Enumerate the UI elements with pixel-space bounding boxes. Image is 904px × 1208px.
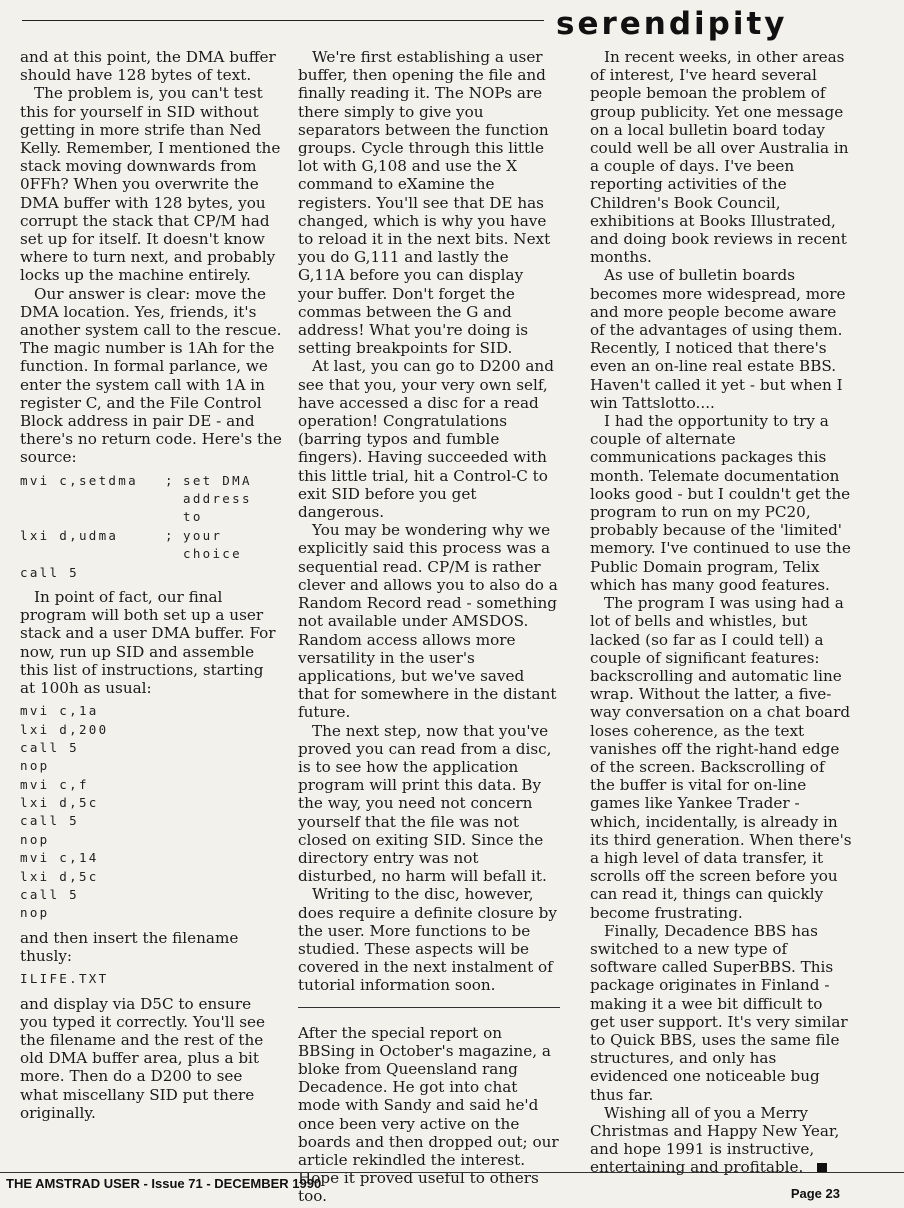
code-line: call 5 [20, 813, 79, 829]
paragraph: You may be wondering why we explicitly said this process was a sequential read. CP/M is rather clever and allows you to also do a Random Record read - something not available under AMSDOS. Random access allows more versatility in the user's applications, but we've saved that for somewhere in the distant future. [298, 521, 558, 722]
closing-text: Wishing all of you a Merry Christmas and Happy New Year, and hope 1991 is instructive, entertaining and profitable. [590, 1103, 840, 1177]
code-line [20, 472, 282, 527]
paragraph: As use of bulletin boards becomes more widespread, more and more people become aware of the advantages of using them. Recently, I noticed that there's even an on-line real estate BBS. Haven't called it yet - but when I win Tattslotto.... [590, 266, 846, 412]
code-line: call 5 [20, 887, 79, 903]
paragraph: Writing to the disc, however, does require a definite closure by the user. More functions to be studied. These aspects will be covered in the next instalment of tutorial information soon. [298, 885, 557, 995]
code-block-instructions [20, 702, 282, 923]
code-op: lxi d,udma [20, 527, 119, 543]
paragraph: Our answer is clear: move the DMA location. Yes, friends, it's another system call to the rescue. The magic number is 1Ah for the function. In formal parlance, we enter the system call with 1A in register C, and the File Control Block address in pair DE - and there's no return code. Here's the source: [20, 284, 282, 467]
paragraph: In recent weeks, in other areas of interest, I've heard several people bemoan the problem of group publicity. Yet one message on a local bulletin board today could well be all over Australia in a couple of days. I've been reporting activities of the Children's Book Council, exhibitions at Books Illustrated, and doing book reviews in recent months. [590, 48, 849, 267]
code-block-filename [20, 970, 282, 988]
code-line: mvi c,14 [20, 850, 99, 866]
code-line: lxi d,200 [20, 721, 109, 737]
paragraph: I had the opportunity to try a couple of alternate communications packages this month. Telemate documentation looks good - but I couldn't get the program to run on my PC20, probably because of the 'limited' memory. I've continued to use the Public Domain program, Telix which has many good features. [590, 412, 851, 594]
column-2 [298, 48, 560, 1206]
code-comment: your choice [183, 527, 242, 562]
paragraph: and at this point, the DMA buffer should have 128 bytes of text. [20, 48, 276, 85]
paragraph: The program I was using had a lot of bells and whistles, but lacked (so far as I could tell) a couple of significant features: backscrolling and automatic line wrap. Without the latter, a five-way conversation on a chat board loses coherence, as the text vanishes off the right-hand edge of the screen. Backscrolling of the buffer is vital for on-line games like Yankee Trader - which, incidentally, is already in its third generation. When there's a high level of data transfer, it scrolls off the screen before you can read it, things can quickly become frustrating. [590, 594, 852, 922]
column-1 [20, 48, 282, 1122]
paragraph: Finally, Decadence BBS has switched to a new type of software called SuperBBS. This package originates in Finland - making it a wee bit difficult to get user support. It's very similar to Quick BBS, uses the same file structures, and only has evidenced one noticeable bug thus far. [590, 921, 848, 1104]
header-rule [22, 20, 544, 21]
paragraph: After the special report on BBSing in October's magazine, a bloke from Queensland rang Decadence. He got into chat mode with Sandy and said he'd once been very active on the boards and then dropped out; our article rekindled the interest. Hope it proved useful to others too. [298, 1023, 559, 1206]
footer-publication: THE AMSTRAD USER - Issue 71 - DECEMBER 1990 [6, 1176, 322, 1191]
code-semicolon: ; [165, 472, 175, 488]
code-line: lxi d,5c [20, 795, 99, 811]
code-semicolon: ; [165, 527, 175, 543]
paragraph: The next step, now that you've proved you can read from a disc, is to see how the application program will print this data. By the way, you need not concern yourself that the file was not closed on exiting SID. Since the directory entry was not disturbed, no harm will befall it. [298, 721, 552, 886]
section-divider [298, 1007, 560, 1008]
paragraph: and then insert the filename thusly: [20, 928, 239, 966]
footer-rule [0, 1172, 904, 1173]
code-op: call 5 [20, 564, 79, 580]
paragraph: We're first establishing a user buffer, then opening the file and finally reading it. The NOPs are there simply to give you separators between the function groups. Cycle through this little lot with G,108 and use the X command to eXamine the registers. You'll see that DE has changed, which is why you have to reload it in the next bits. Next you do G,111 and lastly the G,11A before you can display your buffer. Don't forget the commas between the G and address! What you're doing is setting breakpoints for SID. [298, 48, 551, 358]
code-line: mvi c,1a [20, 703, 99, 719]
paragraph: In point of fact, our final program will both set up a user stack and a user DMA buffer. For now, run up SID and assemble this list of instructions, starting at 100h as usual: [20, 587, 276, 697]
code-block-setdma [20, 472, 282, 582]
paragraph: The problem is, you can't test this for yourself in SID without getting in more strife than Ned Kelly. Remember, I mentioned the stack moving downwards from 0FFh? When you overwrite the DMA buffer with 128 bytes, you corrupt the stack that CP/M had set up for itself. It doesn't know where to turn next, and probably locks up the machine entirely. [20, 84, 281, 285]
code-line: nop [20, 758, 50, 774]
code-line [20, 527, 282, 564]
paragraph: At last, you can go to D200 and see that you, your very own self, have accessed a disc for a read operation! Congratulations (barring typos and fumble fingers). Having succeeded with this little trial, hit a Control-C to exit SID before you get dangerous. [298, 357, 554, 522]
code-line: call 5 [20, 739, 79, 755]
code-line [20, 564, 282, 582]
paragraph: and display via D5C to ensure you typed it correctly. You'll see the filename and the rest of the old DMA buffer area, plus a bit more. Then do a D200 to see what miscellany SID put there originally. [20, 994, 266, 1122]
code-line: ILIFE.TXT [20, 971, 109, 987]
page-number: Page 23 [790, 1186, 840, 1201]
column-3 [590, 48, 852, 1177]
code-line: lxi d,5c [20, 868, 99, 884]
section-title: serendipity [556, 6, 788, 42]
code-line: nop [20, 831, 50, 847]
paragraph [590, 1104, 852, 1177]
code-line: nop [20, 905, 50, 921]
code-comment: set DMA address to [183, 472, 252, 525]
code-op: mvi c,setdma [20, 472, 138, 488]
code-line: mvi c,f [20, 776, 89, 792]
